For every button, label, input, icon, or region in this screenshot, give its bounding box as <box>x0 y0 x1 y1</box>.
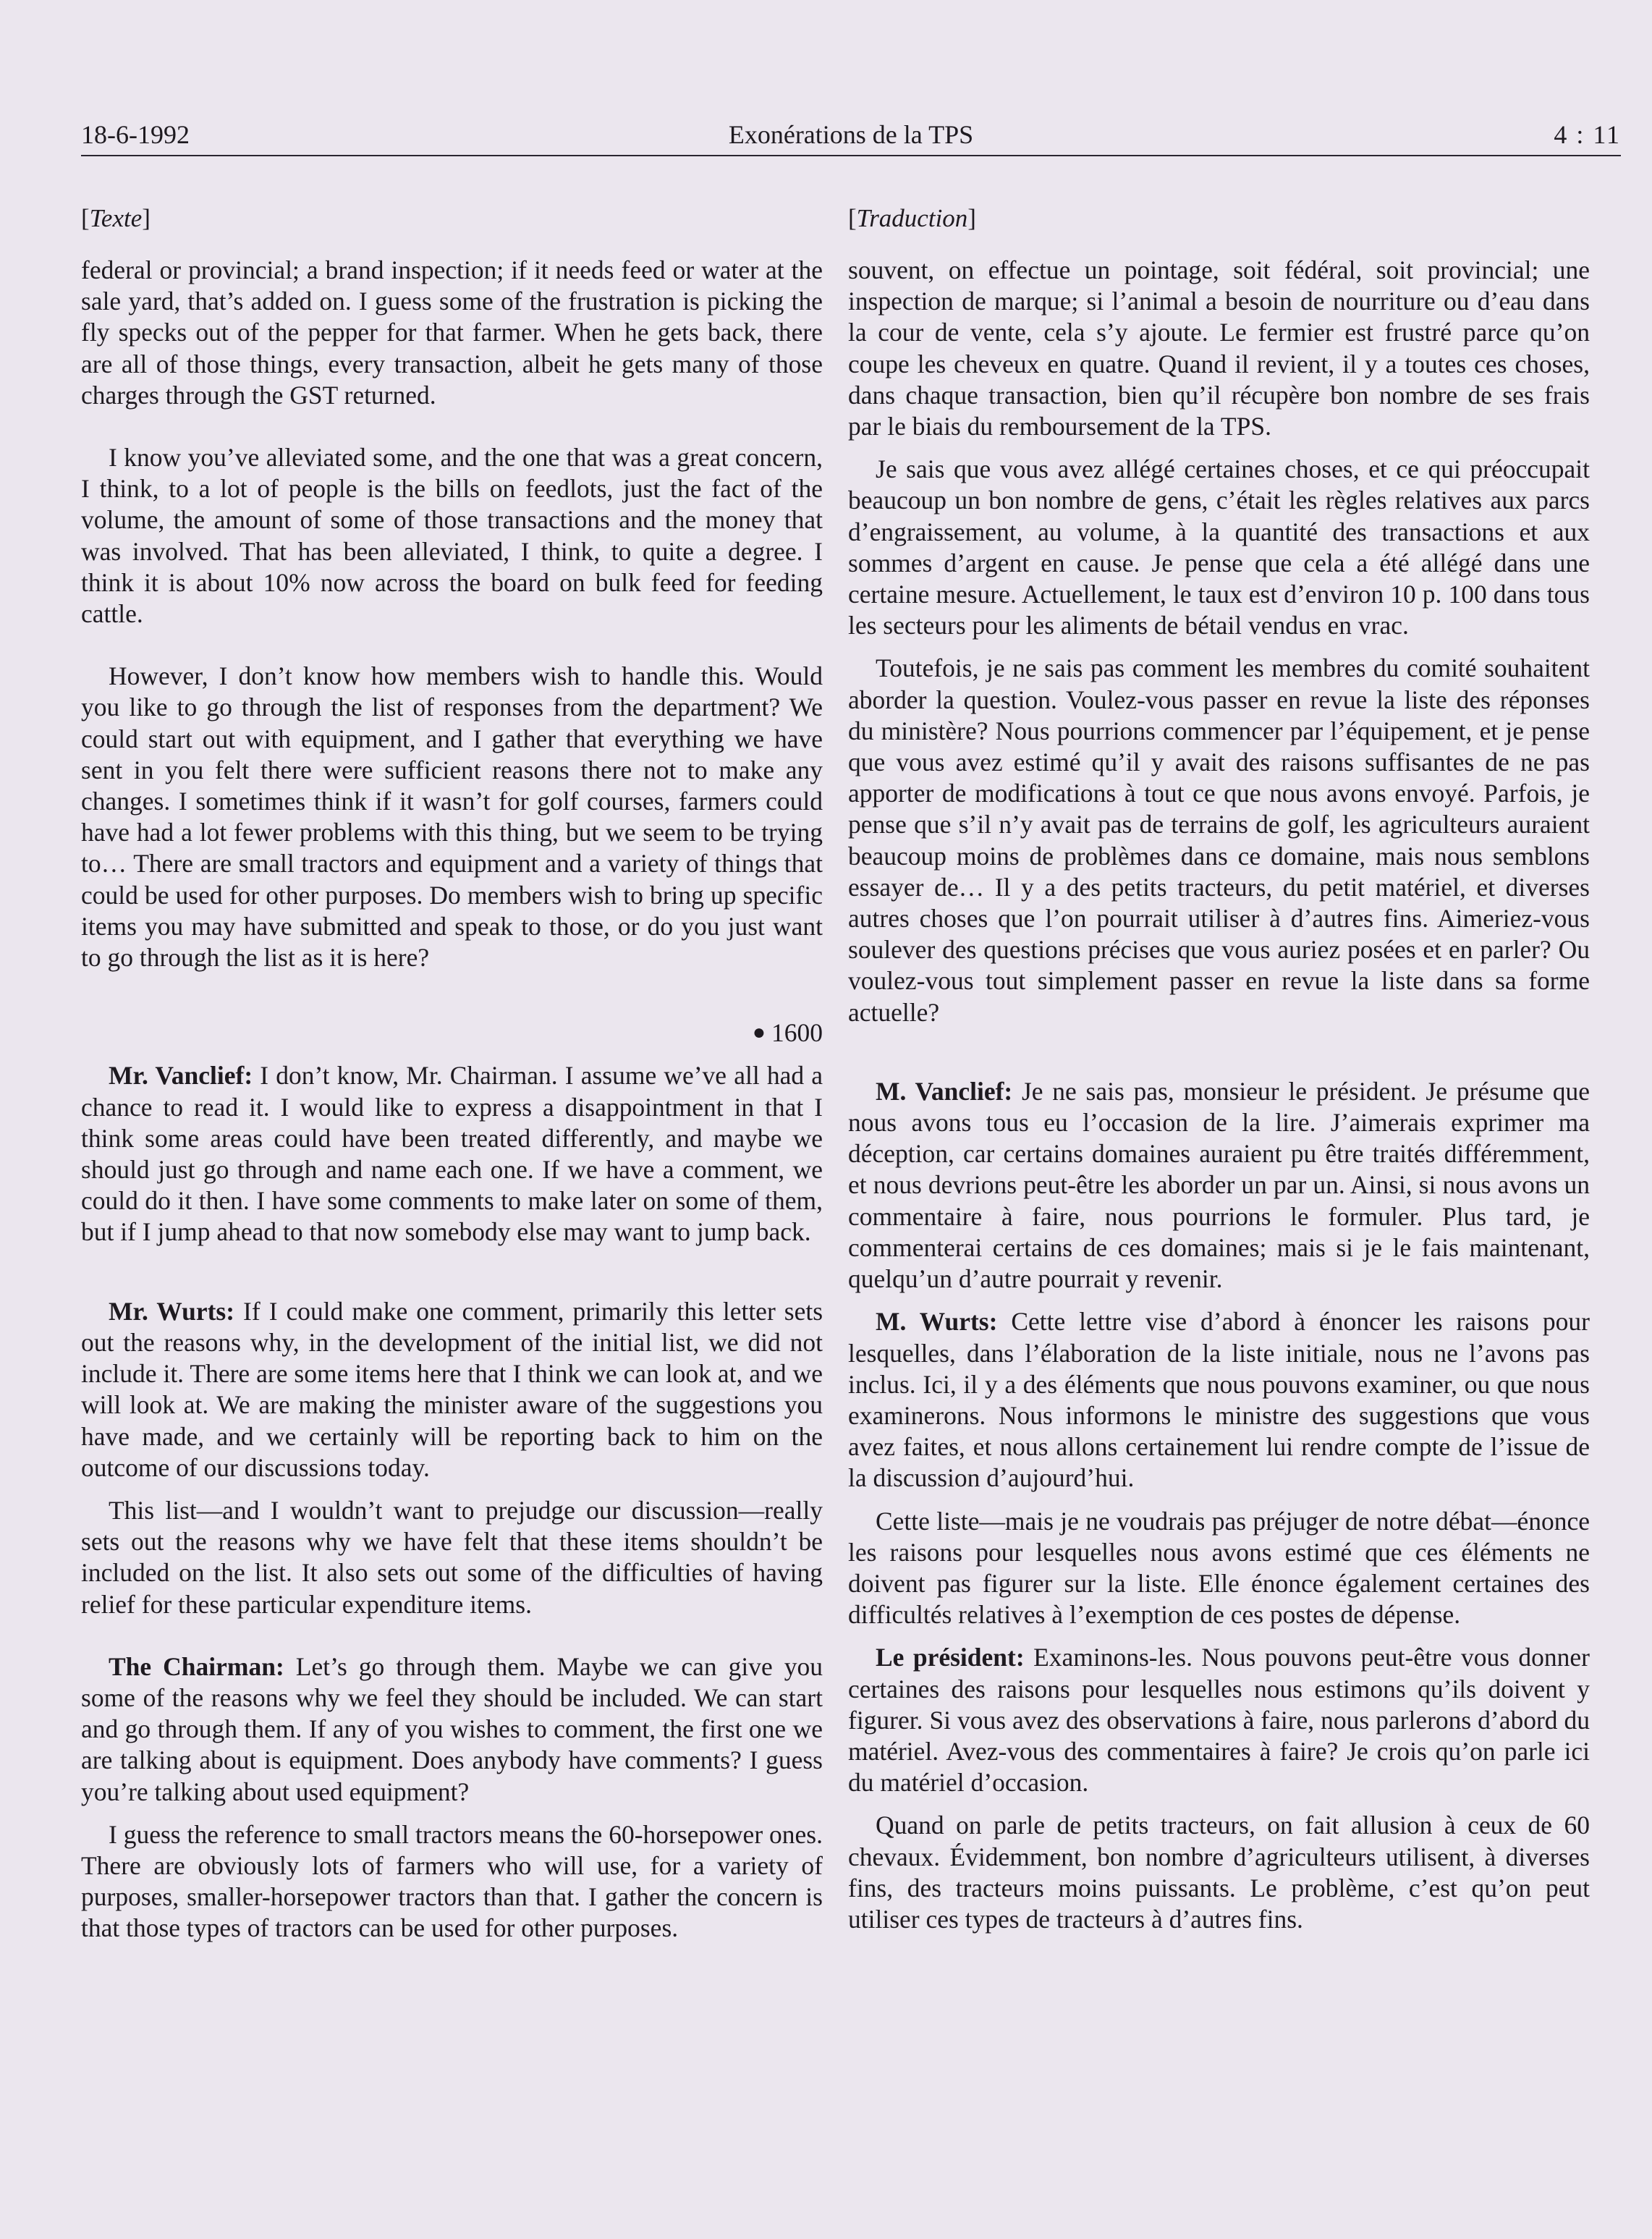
column-label-traduction: [Traduction] <box>848 204 976 232</box>
header-date: 18-6-1992 <box>81 120 190 149</box>
speaker-name: M. Vanclief: <box>876 1076 1013 1106</box>
speech-text: Examinons-les. Nous pouvons peut-être vous donner certaines des raisons pour lesquelles nous estimons qu’ils doivent y figurer. Si vous avez des observations à faire, nous parlerons d’abord du matériel. Avez-vous des commentaires à faire? Je crois qu’on parle ici du matériel d’occasion. <box>848 1643 1590 1798</box>
bullet-icon: ● <box>752 1020 766 1045</box>
paragraph: Toutefois, je ne sais pas comment les membres du comité souhaitent aborder la question. Voulez-vous passer en revue la liste des réponses du ministère? Nous pourrions commencer par l’équipement, et je pense que vous avez estimé qu’il y avait des raisons suffisantes de ne pas apporter de modifications à tout ce que nous avons envoyé. Parfois, je pense que s’il n’y avait pas de terrains de golf, les agriculteurs auraient beaucoup moins de problèmes dans ce domaine, mais nous semblons essayer de… Il y a des petits tracteurs, du petit matériel, et diverses autres choses que l’on pourrait utiliser à d’autres fins. Aimeriez-vous soulever des questions précises que vous auriez posées et en parler? Ou voulez-vous tout simplement passer en revue la liste dans sa forme actuelle? <box>848 653 1590 1027</box>
speaker-name: Mr. Vanclief: <box>109 1061 253 1091</box>
paragraph: souvent, on effectue un pointage, soit fédéral, soit provincial; une inspection de marque; si l’animal a besoin de nourriture ou d’eau dans la cour de vente, cela s’y ajoute. Le fermier est frustré parce qu’on coupe les cheveux en quatre. Quand il revient, il y a toutes ces choses, dans chaque transaction, bien qu’il récupère bon nombre de ses frais par le biais du remboursement de la TPS. <box>848 255 1590 441</box>
speech-text: Let’s go through them. Maybe we can give you some of the reasons why we feel they should be included. We can start and go through them. If any of you wishes to comment, the first one we are talking about is equipment. Does anybody have comments? I guess you’re talking about used equipment? <box>81 1651 823 1806</box>
speaker-paragraph <box>81 1651 823 1808</box>
header-page-number: 4 : 11 <box>1554 120 1621 149</box>
paragraph: Cette liste—mais je ne voudrais pas préjuger de notre débat—énonce les raisons pour lesquelles nous avons estimé que ces éléments ne doivent pas figurer sur la liste. Elle énonce également certaines des difficultés relatives à l’exemption de ces postes de dépense. <box>848 1506 1590 1630</box>
column-label-texte: [Texte] <box>81 204 151 232</box>
english-column <box>81 203 823 1944</box>
paragraph: Quand on parle de petits tracteurs, on fait allusion à ceux de 60 chevaux. Évidemment, bon nombre d’agriculteurs utilisent, à diverses fins, des tracteurs moins puissants. Le problème, c’est qu’on peut utiliser ces types de tracteurs à d’autres fins. <box>848 1811 1590 1934</box>
speech-text: If I could make one comment, primarily this letter sets out the reasons why, in the development of the initial list, we did not include it. There are some items here that I think we can look at, and we will look at. We are making the minister aware of the suggestions you have made, and we certainly will be reporting back to him on the outcome of our discussions today. <box>81 1296 823 1482</box>
column-label-text: Traduction <box>856 204 968 232</box>
speaker-name: M. Wurts: <box>876 1307 998 1337</box>
speaker-paragraph <box>81 1060 823 1248</box>
speaker-name: The Chairman: <box>109 1651 284 1681</box>
paragraph: I know you’ve alleviated some, and the one that was a great concern, I think, to a lot of people is the bills on feedlots, just the fact of the volume, the amount of some of those transactions and the money that was involved. That has been alleviated, I think, to quite a degree. I think it is about 10% now across the board on bulk feed for feeding cattle. <box>81 443 823 629</box>
paragraph: I guess the reference to small tractors means the 60-horsepower ones. There are obviously lots of farmers who will use, for a variety of purposes, smaller-horsepower tractors than that. I gather the concern is that those types of tractors can be used for other purposes. <box>81 1819 823 1943</box>
time-value: 1600 <box>771 1018 823 1048</box>
time-marker <box>81 1017 823 1049</box>
speaker-paragraph <box>848 1642 1590 1798</box>
speech-text: Cette lettre vise d’abord à énoncer les raisons pour lesquelles, dans l’élaboration de la liste initiale, nous ne l’avons pas inclus. Ici, il y a des éléments que nous pouvons examiner, ou que nous examinerons. Nous informons le ministre des suggestions que vous avez faites, et nous allons certainement lui rendre compte de l’issue de la discussion d’aujourd’hui. <box>848 1307 1590 1493</box>
paragraph: This list—and I wouldn’t want to prejudge our discussion—really sets out the reasons why we have felt that these items shouldn’t be included on the list. It also sets out some of the difficulties of having relief for these particular expenditure items. <box>81 1495 823 1619</box>
french-column <box>848 203 1590 1935</box>
paragraph: federal or provincial; a brand inspection; if it needs feed or water at the sale yard, that’s added on. I guess some of the frustration is picking the fly specks out of the pepper for that farmer. When he gets back, there are all of those things, every transaction, albeit he gets many of those charges through the GST returned. <box>81 255 823 410</box>
column-label-text: Texte <box>89 204 143 232</box>
paragraph: However, I don’t know how members wish to handle this. Would you like to go through the list of responses from the department? We could start out with equipment, and I gather that everything we have sent in you felt there were sufficient reasons there not to make any changes. I sometimes think if it wasn’t for golf courses, farmers could have had a lot fewer problems with this thing, but we seem to be trying to… There are small tractors and equipment and a variety of things that could be used for other purposes. Do members wish to bring up specific items you may have submitted and speak to those, or do you just want to go through the list as it is here? <box>81 661 823 973</box>
header-title: Exonérations de la TPS <box>728 120 974 149</box>
paragraph: Je sais que vous avez allégé certaines choses, et ce qui préoccupait beaucoup un bon nombre de gens, c’était les règles relatives aux parcs d’engraissement, au volume, à la quantité des transactions et aux sommes d’argent en cause. Je pense que cela a été allégé dans une certaine mesure. Actuellement, le taux est d’environ 10 p. 100 dans tous les secteurs pour les aliments de bétail vendus en vrac. <box>848 454 1590 640</box>
speaker-paragraph <box>848 1076 1590 1295</box>
speech-text: Je ne sais pas, monsieur le président. Je présume que nous avons tous eu l’occasion de la lire. J’aimerais exprimer ma déception, car certains domaines auraient pu être traités différemment, et nous devrions peut-être les aborder un par un. Ainsi, si nous avons un commentaire à faire, nous pourrions le formuler. Plus tard, je commenterai certains de ces domaines; mais si je le fais maintenant, quelqu’un d’autre pourrait y revenir. <box>848 1076 1590 1294</box>
page-header <box>81 117 1621 158</box>
speaker-paragraph <box>848 1306 1590 1494</box>
speaker-name: Le président: <box>876 1643 1025 1672</box>
speech-text: I don’t know, Mr. Chairman. I assume we’ve all had a chance to read it. I would like to express a disappointment in that I think some areas could have been treated differently, and maybe we should just go through and name each one. If we have a comment, we could do it then. I have some comments to make later on some of them, but if I jump ahead to that now somebody else may want to jump back. <box>81 1061 823 1247</box>
speaker-paragraph <box>81 1296 823 1484</box>
speaker-name: Mr. Wurts: <box>109 1296 235 1326</box>
header-rule <box>81 155 1621 156</box>
